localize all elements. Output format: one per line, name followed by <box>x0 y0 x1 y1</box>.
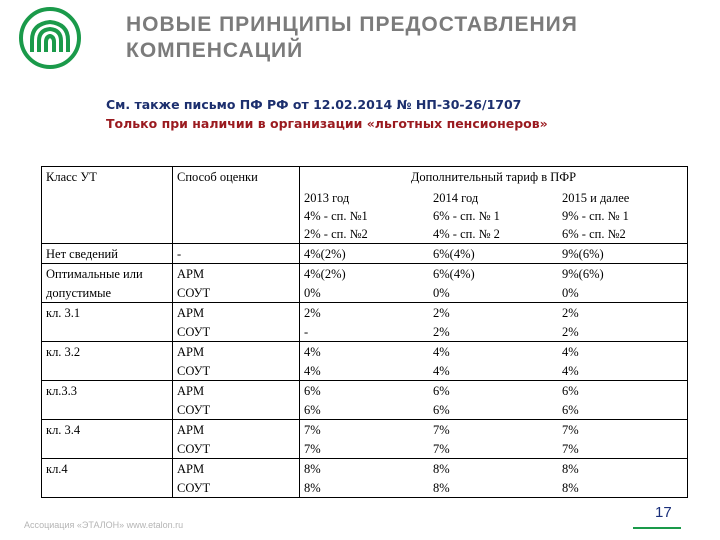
row-class <box>42 439 173 459</box>
header-2014-year: 2014 год <box>433 191 479 205</box>
table-row <box>42 361 688 381</box>
org-logo-icon <box>18 6 82 70</box>
tariff-table <box>41 166 688 498</box>
row-class: Оптимальные или <box>42 264 173 284</box>
row-method: АРМ <box>173 342 300 362</box>
row-2015: 0% <box>558 283 688 303</box>
row-class <box>42 478 173 498</box>
page-number-underline <box>633 527 681 529</box>
row-2014: 0% <box>433 286 450 300</box>
row-2015: 6% <box>558 381 688 401</box>
row-2014: 6%(4%) <box>429 244 558 264</box>
row-method: СОУТ <box>173 361 300 381</box>
row-method: СОУТ <box>173 283 300 303</box>
table-row <box>42 303 688 323</box>
header-2015-year: 2015 и далее <box>562 191 630 205</box>
header-group: Дополнительный тариф в ПФР <box>300 167 688 187</box>
row-2015: 2% <box>558 303 688 323</box>
row-2015: 4% <box>558 361 688 381</box>
header-2013-list2: 2% - сп. №2 <box>304 227 368 241</box>
row-2013: 4% <box>300 342 430 362</box>
row-class: Нет сведений <box>42 244 173 264</box>
row-method: АРМ <box>173 459 300 479</box>
table-row <box>42 322 688 342</box>
table-row <box>42 400 688 420</box>
row-2014: 4% <box>429 342 558 362</box>
row-2013: 8% <box>300 459 430 479</box>
table-row <box>42 478 688 498</box>
row-2013: - <box>304 325 309 339</box>
row-2014: 7% <box>429 420 558 440</box>
row-method: АРМ <box>173 381 300 401</box>
table-row <box>42 264 688 284</box>
row-class: кл. 3.1 <box>42 303 173 323</box>
row-2014: 6%(4%) <box>429 264 558 284</box>
table-row <box>42 283 688 303</box>
table-row <box>42 439 688 459</box>
row-method: - <box>173 244 300 264</box>
row-2014: 7% <box>433 442 450 456</box>
header-class: Класс УТ <box>42 167 173 244</box>
header-2015-list1: 9% - сп. № 1 <box>562 209 629 223</box>
footer-association: Ассоциация «ЭТАЛОН» www.etalon.ru <box>24 520 184 530</box>
header-method: Способ оценки <box>173 167 300 244</box>
row-class: допустимые <box>42 283 173 303</box>
row-2014: 8% <box>429 459 558 479</box>
page-title <box>126 12 578 64</box>
header-2015 <box>558 186 688 244</box>
table-row <box>42 381 688 401</box>
row-2015: 4% <box>558 342 688 362</box>
row-2015: 9%(6%) <box>558 244 688 264</box>
row-method: АРМ <box>173 264 300 284</box>
row-2015: 8% <box>558 478 688 498</box>
row-method: СОУТ <box>173 439 300 459</box>
row-class: кл.3.3 <box>42 381 173 401</box>
row-2014: 4% <box>433 364 450 378</box>
row-method: СОУТ <box>173 322 300 342</box>
row-2015: 2% <box>558 322 688 342</box>
title-line-1: НОВЫЕ ПРИНЦИПЫ ПРЕДОСТАВЛЕНИЯ <box>126 13 578 36</box>
row-2014: 2% <box>433 325 450 339</box>
title-line-2: КОМПЕНСАЦИЙ <box>126 39 304 62</box>
table-row <box>42 420 688 440</box>
row-2015: 9%(6%) <box>558 264 688 284</box>
row-2013: 7% <box>300 420 430 440</box>
row-class: кл. 3.2 <box>42 342 173 362</box>
row-method: СОУТ <box>173 478 300 498</box>
header-2014-list1: 6% - сп. № 1 <box>433 209 500 223</box>
table-row <box>42 342 688 362</box>
row-2013: 7% <box>304 442 321 456</box>
row-method: АРМ <box>173 420 300 440</box>
row-class <box>42 400 173 420</box>
row-class: кл. 3.4 <box>42 420 173 440</box>
table-header-row <box>42 167 688 187</box>
header-2013-list1: 4% - сп. №1 <box>304 209 368 223</box>
row-class <box>42 322 173 342</box>
row-2013: 0% <box>304 286 321 300</box>
row-method: СОУТ <box>173 400 300 420</box>
header-2013 <box>300 186 430 244</box>
row-2013: 6% <box>304 403 321 417</box>
row-2015: 7% <box>558 420 688 440</box>
header-2014-list2: 4% - сп. № 2 <box>433 227 500 241</box>
table-row <box>42 459 688 479</box>
row-2014: 2% <box>429 303 558 323</box>
header-2014 <box>429 186 558 244</box>
row-2013: 4%(2%) <box>300 264 430 284</box>
row-2015: 8% <box>558 459 688 479</box>
row-2014: 8% <box>429 478 558 498</box>
header-2015-list2: 6% - сп. №2 <box>562 227 626 241</box>
row-2015: 6% <box>558 400 688 420</box>
note-condition: Только при наличии в организации «льготных пенсионеров» <box>106 116 548 131</box>
page-number: 17 <box>655 504 672 521</box>
row-2013: 6% <box>300 381 430 401</box>
row-class <box>42 361 173 381</box>
row-class: кл.4 <box>42 459 173 479</box>
row-2013: 2% <box>300 303 430 323</box>
header-2013-year: 2013 год <box>304 191 350 205</box>
row-2014: 6% <box>429 381 558 401</box>
row-method: АРМ <box>173 303 300 323</box>
row-2013: 8% <box>300 478 430 498</box>
row-2014: 6% <box>433 403 450 417</box>
notes-block <box>106 95 548 133</box>
note-letter-reference: См. также письмо ПФ РФ от 12.02.2014 № НП-30-26/1707 <box>106 97 522 112</box>
row-2013: 4% <box>304 364 321 378</box>
row-2013: 4%(2%) <box>300 244 430 264</box>
table-row <box>42 244 688 264</box>
row-2015: 7% <box>558 439 688 459</box>
